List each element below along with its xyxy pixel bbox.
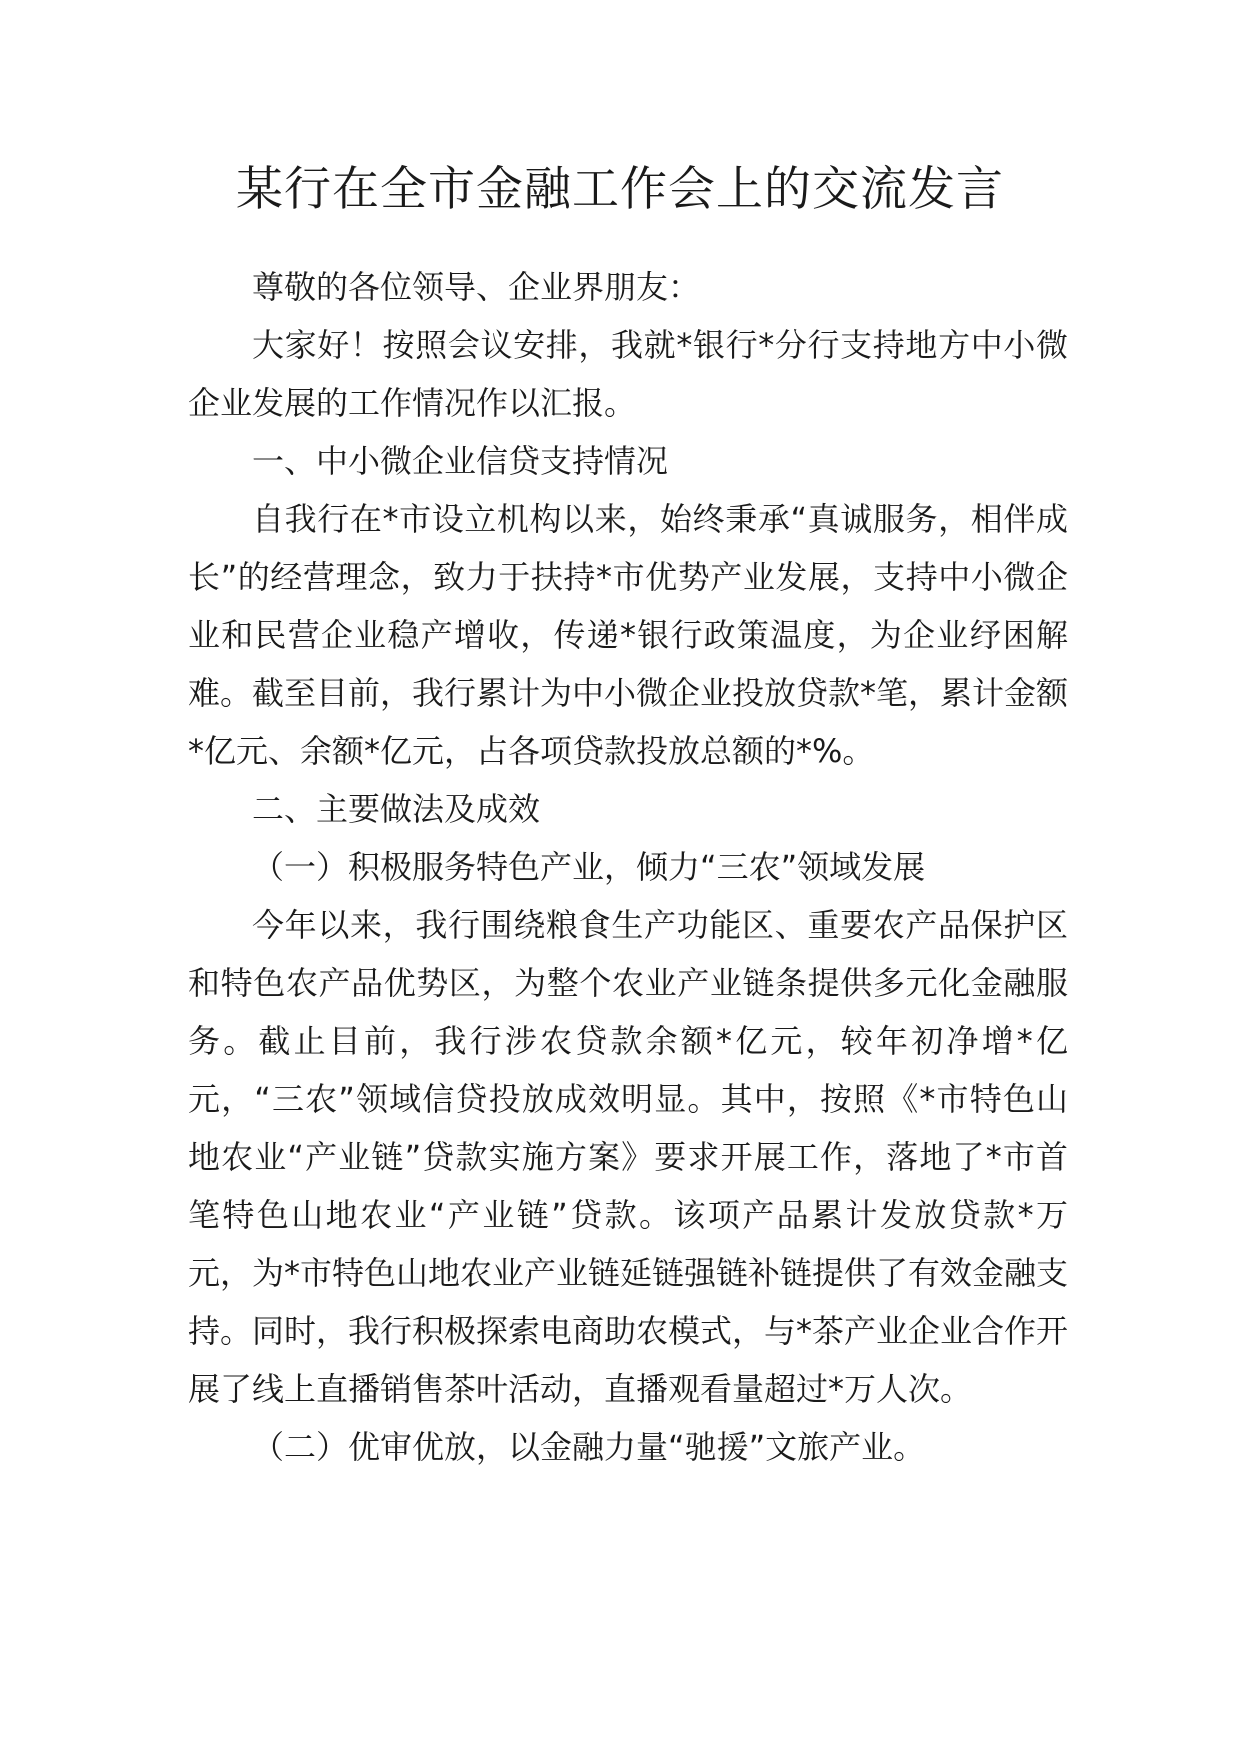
paragraph-greeting: 大家好！按照会议安排，我就*银行*分行支持地方中小微企业发展的工作情况作以汇报。	[188, 326, 1068, 422]
paragraph-salutation: 尊敬的各位领导、企业界朋友：	[252, 268, 701, 306]
document-title: 某行在全市金融工作会上的交流发言	[236, 162, 1004, 217]
document-body	[188, 258, 1068, 1476]
subsection-heading-1: （一）积极服务特色产业，倾力“三农”领域发展	[252, 848, 926, 886]
paragraph-agriculture: 今年以来，我行围绕粮食生产功能区、重要农产品保护区和特色农产品优势区，为整个农业产业链条提供多元化金融服务。截止目前，我行涉农贷款余额*亿元，较年初净增*亿元，“三农”领域信贷投放成效明显。其中，按照《*市特色山地农业“产业链”贷款实施方案》要求开展工作，落地了*市首笔特色山地农业“产业链”贷款。该项产品累计发放贷款*万元，为*市特色山地农业产业链延链强链补链提供了有效金融支持。同时，我行积极探索电商助农模式，与*茶产业企业合作开展了线上直播销售茶叶活动，直播观看量超过*万人次。	[188, 906, 1069, 1408]
paragraph-credit-support: 自我行在*市设立机构以来，始终秉承“真诚服务，相伴成长”的经营理念，致力于扶持*市优势产业发展，支持中小微企业和民营企业稳产增收，传递*银行政策温度，为企业纾困解难。截至目前，我行累计为中小微企业投放贷款*笔，累计金额*亿元、余额*亿元，占各项贷款投放总额的*%。	[188, 500, 1069, 770]
section-heading-2: 二、主要做法及成效	[252, 790, 541, 828]
subsection-heading-2: （二）优审优放，以金融力量“驰援”文旅产业。	[252, 1428, 926, 1466]
section-heading-1: 一、中小微企业信贷支持情况	[252, 442, 669, 480]
